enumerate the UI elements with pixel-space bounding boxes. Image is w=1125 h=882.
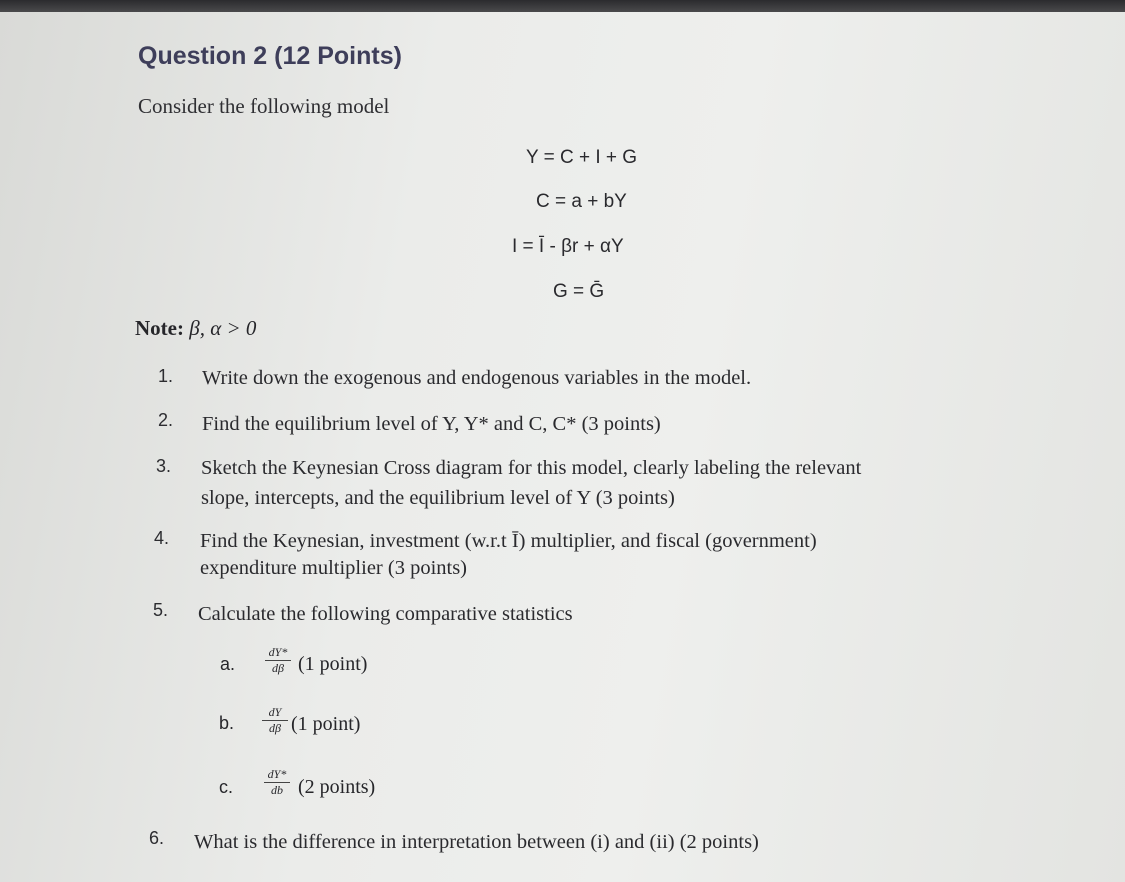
equation-investment: I = Ī - βr + αY <box>512 236 624 257</box>
question-number: 4. <box>154 528 170 548</box>
question-text: Find the equilibrium level of Y, Y* and C, C* (3 points) <box>202 413 661 435</box>
fraction-denominator: dβ <box>272 661 284 675</box>
question-text: Calculate the following comparative statistics <box>198 603 573 625</box>
screen-top-edge <box>0 0 1125 12</box>
question-number: 2. <box>158 410 174 430</box>
note-label: Note: <box>135 316 184 340</box>
question-text: slope, intercepts, and the equilibrium level of Y (3 points) <box>201 487 675 509</box>
question-text: What is the difference in interpretation between (i) and (ii) (2 points) <box>194 831 759 853</box>
question-text: expenditure multiplier (3 points) <box>200 557 468 579</box>
question-text: Find the Keynesian, investment (w.r.t Ī) multiplier, and fiscal (government) <box>200 530 817 552</box>
derivative-fraction <box>262 705 288 736</box>
intro-text: Consider the following model <box>138 94 390 118</box>
fraction-numerator: dY <box>262 705 288 721</box>
question-text: Write down the exogenous and endogenous variables in the model. <box>202 367 752 389</box>
derivative-fraction <box>264 767 290 798</box>
subpart-points: (1 point) <box>291 713 361 735</box>
note-line <box>135 316 256 341</box>
equation-government: G = Ḡ <box>553 281 605 302</box>
subpart-letter: c. <box>219 777 234 797</box>
question-number: 5. <box>153 600 169 620</box>
note-text: β, α > 0 <box>189 316 257 340</box>
subpart-points: (2 points) <box>298 776 376 798</box>
fraction-denominator: db <box>271 783 283 797</box>
question-text: Sketch the Keynesian Cross diagram for this model, clearly labeling the relevant <box>201 457 862 479</box>
paper-sheet <box>0 12 1125 882</box>
derivative-fraction <box>265 645 291 676</box>
question-number: 6. <box>149 828 165 848</box>
question-number: 3. <box>156 456 172 476</box>
equation-consumption: C = a + bY <box>536 191 627 212</box>
equation-income: Y = C + I + G <box>526 147 638 168</box>
question-number: 1. <box>158 366 174 386</box>
subpart-points: (1 point) <box>298 653 368 675</box>
subpart-letter: a. <box>220 654 236 674</box>
question-title: Question 2 (12 Points) <box>138 42 402 70</box>
fraction-numerator: dY* <box>264 767 290 783</box>
subpart-letter: b. <box>219 713 235 733</box>
fraction-numerator: dY* <box>265 645 291 661</box>
fraction-denominator: dβ <box>269 721 281 735</box>
